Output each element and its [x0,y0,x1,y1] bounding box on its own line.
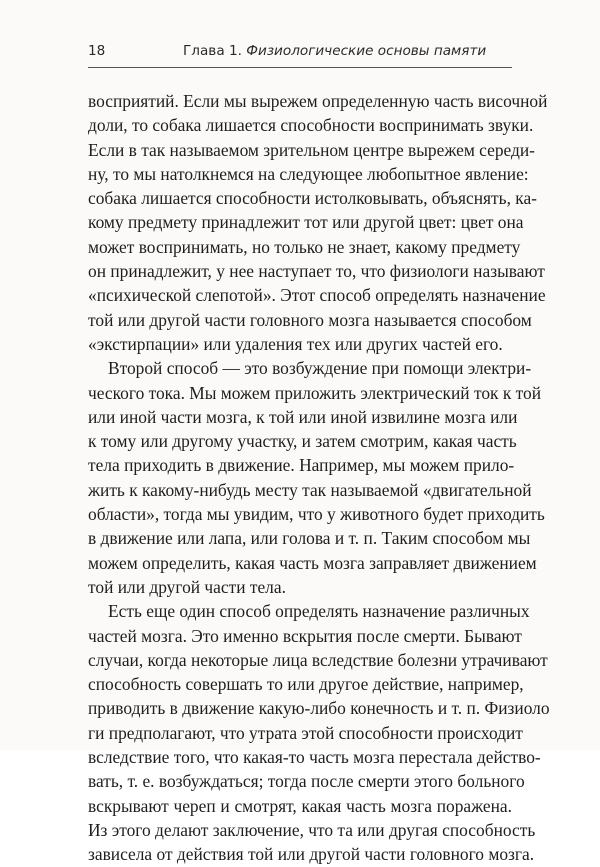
text-line: Второй способ — это возбуждение при помощи электри- [108,358,532,379]
text-line: случаи, когда некоторые лица вследствие болезни утрачивают [88,649,548,670]
header-rule [88,67,512,68]
text-line: кому предмету принадлежит тот или другой цвет: цвет она [88,212,524,233]
chapter-label: Глава 1. [183,43,242,59]
text-line: вследствие того, что какая-то часть мозга перестала действо- [88,747,541,768]
text-line: тела приходить в движение. Например, мы можем прило- [88,455,515,476]
text-line: в движение или лапа, или голова и т. п. Таким способом мы [88,528,531,549]
text-line: ги предполагают, что утрата этой способности происходит [88,722,523,743]
text-line: доли, то собака лишается способности воспринимать звуки. [88,115,534,136]
text-line: способность совершать то или другое действие, например, [88,674,524,695]
text-line: Если в так называемом зрительном центре вырежем середи- [88,139,535,160]
text-line: «экстирпации» или удаления тех или других частей его. [88,333,503,354]
text-line: Из этого делают заключение, что та или другая способность [88,819,536,840]
paragraph [88,89,548,356]
text-line: может воспринимать, но только не знает, какому предмету [88,236,521,257]
text-line: приводить в движение какую-либо конечность и т. п. Физиоло [88,698,550,719]
text-line: вскрывают череп и смотрят, какая часть мозга поражена. [88,795,512,816]
paragraph [88,356,545,599]
running-header [88,43,512,65]
page-number: 18 [88,43,106,59]
chapter-title: Физиологические основы памяти [246,43,487,59]
text-line: вать, т. е. возбуждаться; тогда после смерти этого больного [88,771,525,792]
text-line: можем определить, какая часть мозга заправляет движением [88,552,537,573]
paragraph [88,599,550,866]
chapter-heading [183,43,486,59]
text-line: ческого тока. Мы можем приложить электрический ток к той [88,382,541,403]
text-line: зависела от действия той или другой части головного мозга. [88,844,535,865]
text-line: жить к какому-нибудь месту так называемой «двигательной [88,479,532,500]
text-line: или иной части мозга, к той или иной извилине мозга или [88,406,518,427]
text-line: той или другой части тела. [88,576,286,597]
text-line: к тому или другому участку, и затем смотрим, какая часть [88,431,517,452]
text-line: области», тогда мы увидим, что у животного будет приходить [88,504,545,525]
text-line: Есть еще один способ определять назначение различных [108,601,530,622]
text-line: «психической слепотой». Этот способ определять назначение [88,285,546,306]
text-line: ну, то мы натолкнемся на следующее любопытное явление: [88,163,529,184]
text-line: восприятий. Если мы вырежем определенную часть височной [88,91,548,111]
text-line: частей мозга. Это именно вскрытия после смерти. Бывают [88,625,522,646]
text-line: он принадлежит, у нее наступает то, что физиологи называют [88,261,545,282]
text-line: собака лишается способности истолковывать, объяснять, ка- [88,188,537,209]
text-line: той или другой части головного мозга называется способом [88,309,532,330]
